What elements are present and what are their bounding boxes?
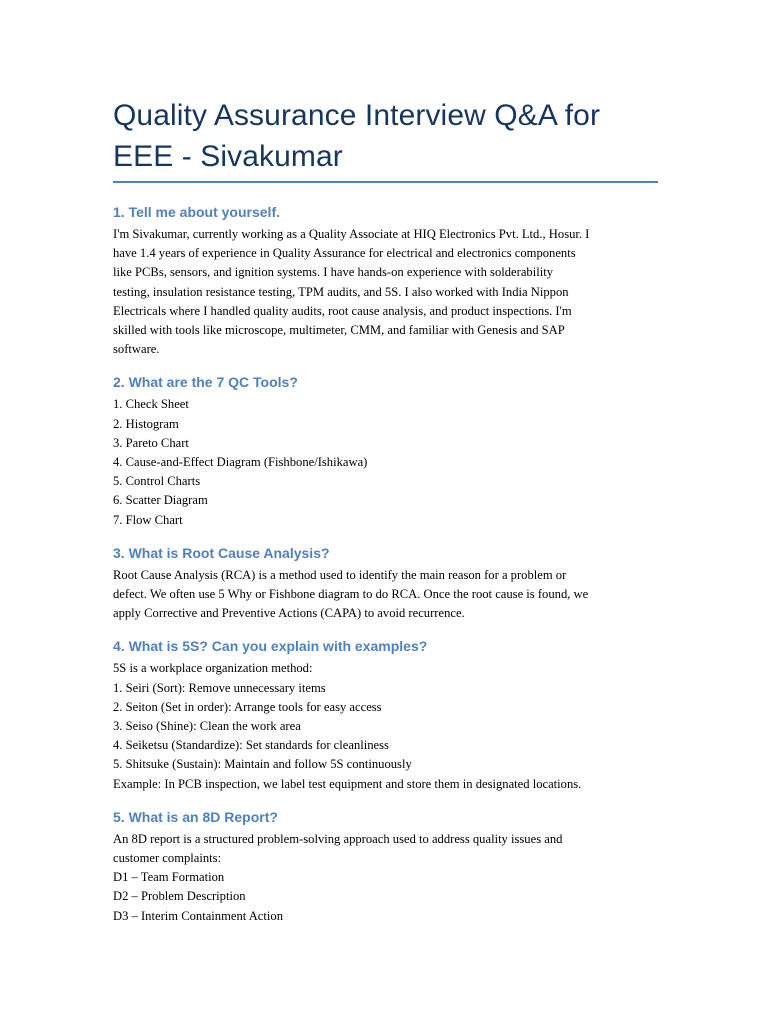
section-root-cause-analysis (113, 544, 658, 624)
body-line: testing, insulation resistance testing, TPM audits, and 5S. I also worked with India Nippon (113, 284, 569, 299)
body-line: have 1.4 years of experience in Quality Assurance for electrical and electronics components (113, 246, 576, 261)
body-line: software. (113, 342, 160, 357)
section-heading: 2. What are the 7 QC Tools? (113, 374, 298, 391)
body-line: I'm Sivakumar, currently working as a Quality Associate at HIQ Electronics Pvt. Ltd., Hosur. I (113, 227, 590, 241)
body-line: Root Cause Analysis (RCA) is a method used to identify the main reason for a problem or (113, 567, 567, 582)
list-item: 1. Seiri (Sort): Remove unnecessary items (113, 680, 326, 695)
section-tell-me-about-yourself (113, 203, 658, 359)
section-5s (113, 637, 658, 793)
section-body (113, 659, 658, 793)
document-page (113, 95, 658, 926)
list-item: 1. Check Sheet (113, 397, 189, 412)
list-item: 5. Shitsuke (Sustain): Maintain and follow 5S continuously (113, 757, 412, 772)
list-item: D2 – Problem Description (113, 889, 246, 904)
body-line: like PCBs, sensors, and ignition systems. I have hands-on experience with solderability (113, 265, 554, 280)
body-line: 5S is a workplace organization method: (113, 661, 313, 676)
list-item: 2. Histogram (113, 416, 179, 431)
list-item: 6. Scatter Diagram (113, 493, 208, 508)
body-line: skilled with tools like microscope, multimeter, CMM, and familiar with Genesis and SAP (113, 323, 565, 338)
document-title (113, 95, 658, 181)
section-heading: 3. What is Root Cause Analysis? (113, 544, 330, 561)
body-line: An 8D report is a structured problem-solving approach used to address quality issues and (113, 831, 563, 846)
section-body (113, 395, 658, 529)
body-line: Example: In PCB inspection, we label test equipment and store them in designated locations. (113, 776, 582, 791)
list-item: 3. Seiso (Shine): Clean the work area (113, 719, 301, 734)
section-heading: 4. What is 5S? Can you explain with examples? (113, 638, 428, 655)
title-line: EEE - Sivakumar (113, 140, 343, 173)
list-item: 7. Flow Chart (113, 512, 183, 527)
title-divider (113, 181, 658, 183)
title-line: Quality Assurance Interview Q&A for (113, 99, 601, 132)
section-body (113, 830, 658, 926)
section-body (113, 566, 658, 624)
list-item: 2. Seiton (Set in order): Arrange tools for easy access (113, 699, 382, 714)
section-heading: 1. Tell me about yourself. (113, 204, 281, 220)
section-heading: 5. What is an 8D Report? (113, 808, 278, 825)
list-item: D3 – Interim Containment Action (113, 908, 283, 923)
body-line: customer complaints: (113, 851, 222, 866)
section-8d-report (113, 808, 658, 926)
body-line: defect. We often use 5 Why or Fishbone diagram to do RCA. Once the root cause is found, we (113, 587, 589, 602)
list-item: 4. Seiketsu (Standardize): Set standards for cleanliness (113, 738, 389, 753)
body-line: Electricals where I handled quality audits, root cause analysis, and product inspections. I'm (113, 303, 572, 318)
list-item: 4. Cause-and-Effect Diagram (Fishbone/Ishikawa) (113, 455, 368, 470)
section-body (113, 225, 658, 359)
list-item: D1 – Team Formation (113, 870, 225, 885)
body-line: apply Corrective and Preventive Actions (CAPA) to avoid recurrence. (113, 606, 465, 621)
section-7-qc-tools (113, 373, 658, 529)
list-item: 3. Pareto Chart (113, 435, 189, 450)
list-item: 5. Control Charts (113, 474, 201, 489)
